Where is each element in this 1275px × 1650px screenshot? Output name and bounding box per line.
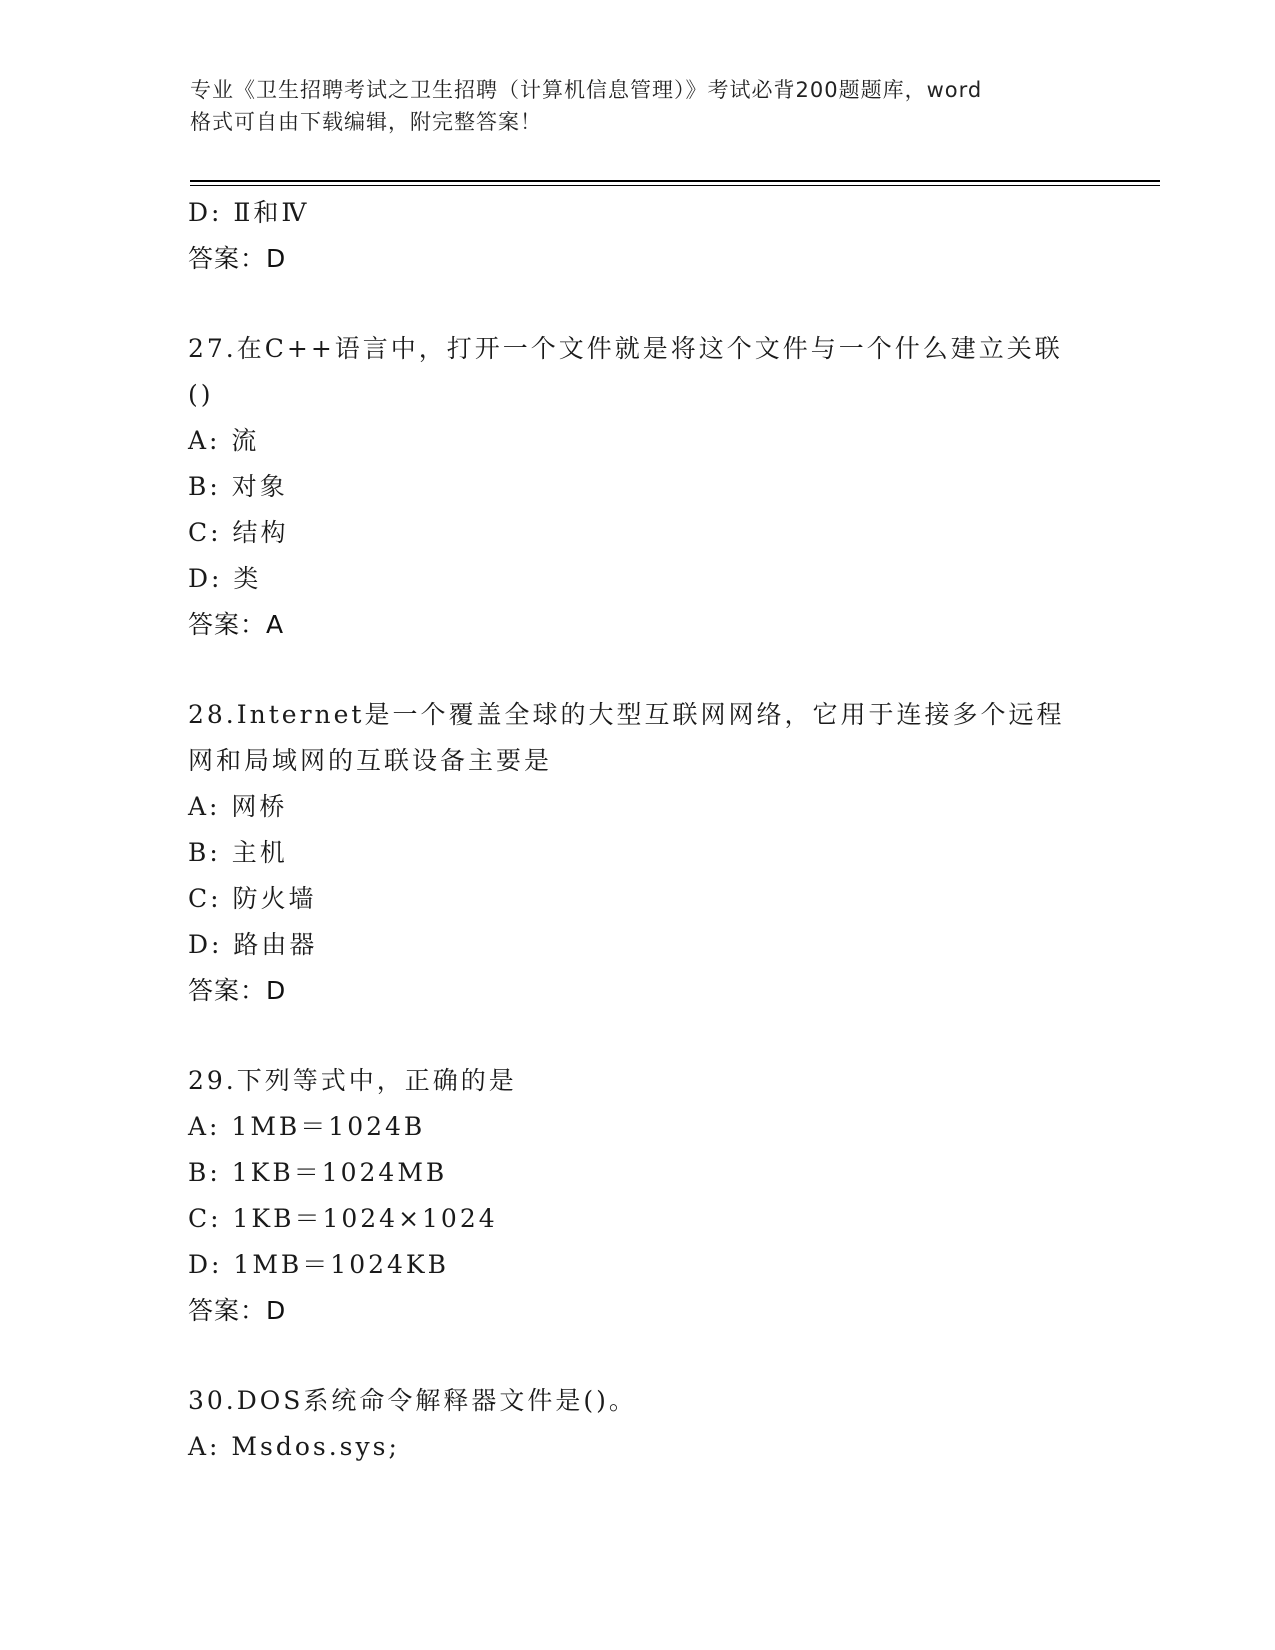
answer-line: 答案：D	[188, 976, 287, 1005]
question-text: 29.下列等式中，正确的是	[188, 1066, 517, 1095]
option-c: C: 1KB＝1024×1024	[188, 1204, 498, 1233]
answer-line: 答案：D	[188, 1296, 287, 1325]
header-divider-thin	[190, 185, 1160, 186]
option-c: C: 结构	[188, 518, 289, 547]
header-divider-thick	[190, 180, 1160, 182]
option-a: A: Msdos.sys;	[188, 1432, 400, 1461]
question-29	[188, 1058, 1088, 1334]
question-30	[188, 1378, 1088, 1470]
option-d: D: 路由器	[188, 930, 318, 959]
option-d: D: 类	[188, 564, 262, 593]
answer-line: 答案：D	[188, 244, 287, 273]
document-body	[188, 190, 1088, 1470]
spacer	[188, 1014, 1088, 1058]
question-28	[188, 692, 1088, 1014]
question-text: 30.DOS系统命令解释器文件是()。	[188, 1386, 637, 1415]
option-c: C: 防火墙	[188, 884, 317, 913]
answer-line: 答案：A	[188, 610, 285, 639]
spacer	[188, 282, 1088, 326]
option-b: B: 对象	[188, 472, 288, 501]
question-text: 27.在C++语言中，打开一个文件就是将这个文件与一个什么建立关联()	[188, 334, 1063, 409]
document-header: 专业《卫生招聘考试之卫生招聘（计算机信息管理）》考试必背200题题库，word 格式可自由下载编辑，附完整答案！	[190, 78, 983, 134]
option-a: A: 流	[188, 426, 260, 455]
question-text: 28.Internet是一个覆盖全球的大型互联网网络，它用于连接多个远程网和局域网的互联设备主要是	[188, 700, 1065, 775]
option-b: B: 主机	[188, 838, 288, 867]
option-a: A: 1MB＝1024B	[188, 1112, 426, 1141]
option-b: B: 1KB＝1024MB	[188, 1158, 448, 1187]
spacer	[188, 1334, 1088, 1378]
option-a: A: 网桥	[188, 792, 288, 821]
spacer	[188, 648, 1088, 692]
option-d: D: Ⅱ和Ⅳ	[188, 198, 310, 227]
option-d: D: 1MB＝1024KB	[188, 1250, 449, 1279]
question-27	[188, 326, 1088, 648]
